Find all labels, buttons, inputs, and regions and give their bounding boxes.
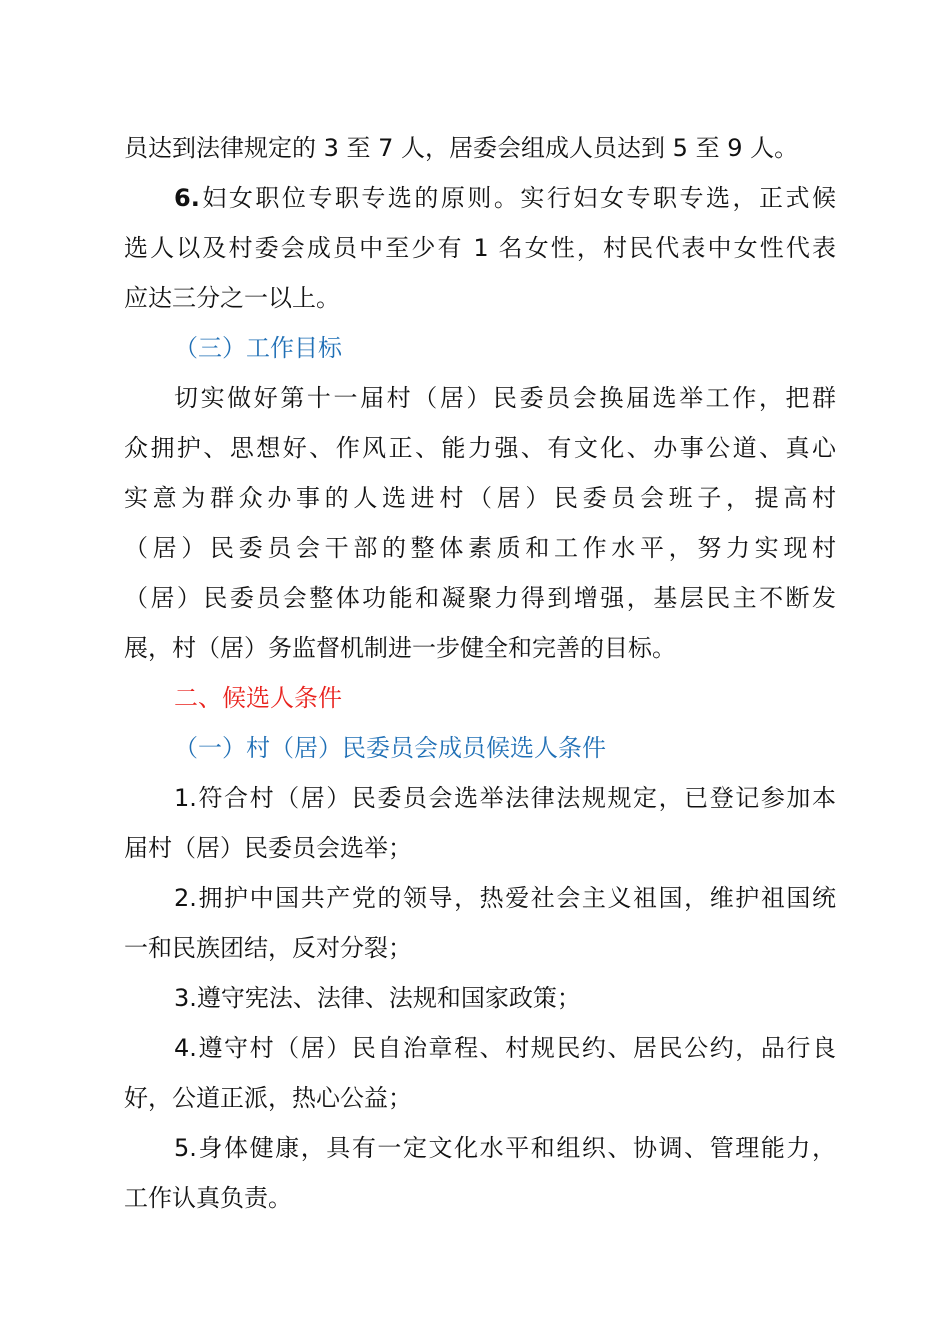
paragraph-line: 选人以及村委会成员中至少有 1 名女性，村民代表中女性代表: [124, 234, 836, 262]
principle-6-text: 妇女职位专职专选的原则。实行妇女专职专选，正式候: [199, 184, 836, 212]
paragraph-line: 展，村（居）务监督机制进一步健全和完善的目标。: [124, 634, 676, 662]
condition-5-line: 工作认真负责。: [124, 1184, 292, 1212]
condition-4-line: 好，公道正派，热心公益；: [124, 1084, 412, 1112]
condition-5-line: 5.身体健康，具有一定文化水平和组织、协调、管理能力，: [174, 1134, 836, 1162]
paragraph-line: （居）民委员会干部的整体素质和工作水平，努力实现村: [124, 534, 836, 562]
principle-6-line: [174, 181, 836, 215]
paragraph-line: 应达三分之一以上。: [124, 284, 340, 312]
condition-1-line: 1.符合村（居）民委员会选举法律法规规定，已登记参加本: [174, 784, 836, 812]
paragraph-line: 众拥护、思想好、作风正、能力强、有文化、办事公道、真心: [124, 434, 836, 462]
condition-2-line: 2.拥护中国共产党的领导，热爱社会主义祖国，维护祖国统: [174, 884, 836, 912]
paragraph-line: 切实做好第十一届村（居）民委员会换届选举工作，把群: [174, 384, 836, 412]
condition-1-line: 届村（居）民委员会选举；: [124, 834, 412, 862]
paragraph-line: 员达到法律规定的 3 至 7 人，居委会组成人员达到 5 至 9 人。: [124, 134, 799, 162]
section-heading-goal: （三）工作目标: [174, 334, 342, 362]
item-number: 6.: [174, 184, 200, 212]
condition-4-line: 4.遵守村（居）民自治章程、村规民约、居民公约，品行良: [174, 1034, 836, 1062]
condition-3-line: 3.遵守宪法、法律、法规和国家政策；: [174, 984, 581, 1012]
section-heading-candidates: 二、候选人条件: [174, 684, 342, 712]
paragraph-line: 实意为群众办事的人选进村（居）民委员会班子，提高村: [124, 484, 836, 512]
subsection-heading-committee-candidates: （一）村（居）民委员会成员候选人条件: [174, 734, 606, 762]
condition-2-line: 一和民族团结，反对分裂；: [124, 934, 412, 962]
paragraph-line: （居）民委员会整体功能和凝聚力得到增强，基层民主不断发: [124, 584, 836, 612]
